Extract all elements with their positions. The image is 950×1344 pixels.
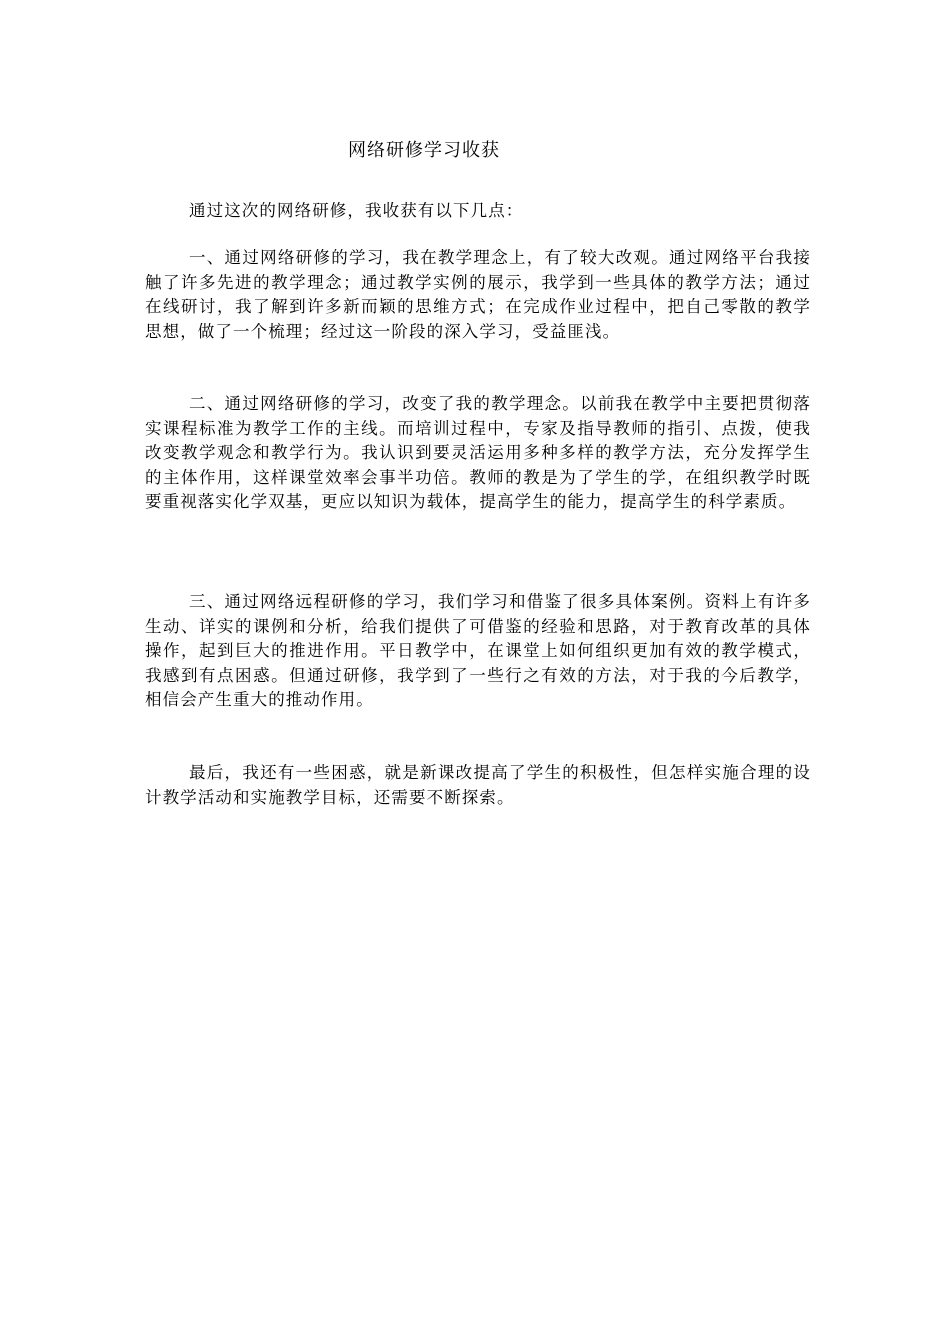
intro-paragraph: 通过这次的网络研修，我收获有以下几点：	[189, 201, 524, 220]
paragraph-two: 二、通过网络研修的学习，改变了我的教学理念。以前我在教学中主要把贯彻落实课程标准为教学工作的主线。而培训过程中，专家及指导教师的指引、点拨，使我改变教学观念和教学行为。我认识到要灵活运用多种多样的教学方法，充分发挥学生的主体作用，这样课堂效率会事半功倍。教师的教是为了学生的学，在组织教学时既要重视落实化学双基，更应以知识为载体，提高学生的能力，提高学生的科学素质。	[145, 394, 811, 512]
paragraph-final: 最后，我还有一些困惑，就是新课改提高了学生的积极性，但怎样实施合理的设计教学活动和实施教学目标，还需要不断探索。	[145, 763, 811, 807]
document-title: 网络研修学习收获	[348, 140, 500, 161]
paragraph-three: 三、通过网络远程研修的学习，我们学习和借鉴了很多具体案例。资料上有许多生动、详实的课例和分析，给我们提供了可借鉴的经验和思路，对于教育改革的具体操作，起到巨大的推进作用。平日教学中，在课堂上如何组织更加有效的教学模式，我感到有点困惑。但通过研修，我学到了一些行之有效的方法，对于我的今后教学，相信会产生重大的推动作用。	[145, 592, 811, 710]
paragraph-one: 一、通过网络研修的学习，我在教学理念上，有了较大改观。通过网络平台我接触了许多先进的教学理念；通过教学实例的展示，我学到一些具体的教学方法；通过在线研讨，我了解到许多新而颖的思维方式；在完成作业过程中，把自己零散的教学思想，做了一个梳理；经过这一阶段的深入学习，受益匪浅。	[145, 248, 811, 341]
